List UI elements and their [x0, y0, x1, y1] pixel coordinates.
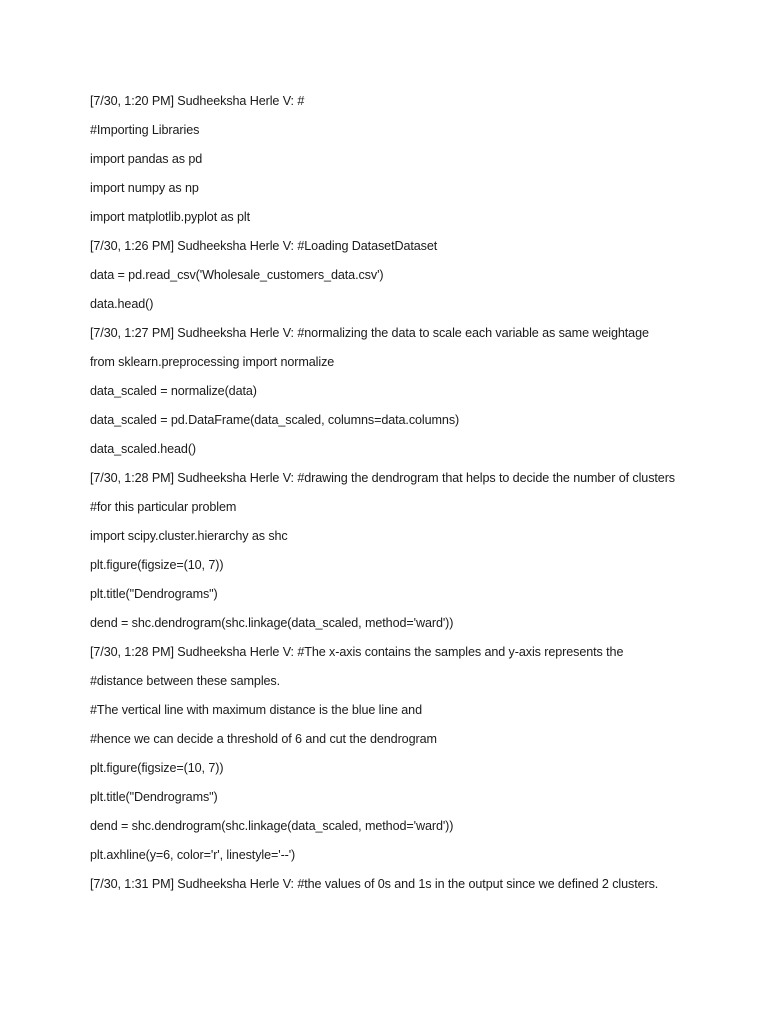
text-line: plt.axhline(y=6, color='r', linestyle='--') [90, 848, 296, 862]
text-line: plt.figure(figsize=(10, 7)) [90, 761, 224, 775]
text-line: #for this particular problem [90, 500, 237, 514]
text-line: plt.title("Dendrograms") [90, 587, 218, 601]
text-line: [7/30, 1:20 PM] Sudheeksha Herle V: # [90, 94, 305, 108]
text-line: import pandas as pd [90, 152, 203, 166]
text-line: import matplotlib.pyplot as plt [90, 210, 250, 224]
text-line: data.head() [90, 297, 154, 311]
text-line: import scipy.cluster.hierarchy as shc [90, 529, 288, 543]
text-line: [7/30, 1:31 PM] Sudheeksha Herle V: #the values of 0s and 1s in the output since we defined 2 clusters. [90, 877, 659, 891]
text-line: #distance between these samples. [90, 674, 281, 688]
text-line: #hence we can decide a threshold of 6 and cut the dendrogram [90, 732, 437, 746]
text-line: [7/30, 1:26 PM] Sudheeksha Herle V: #Loading DatasetDataset [90, 239, 438, 253]
text-line: from sklearn.preprocessing import normalize [90, 355, 335, 369]
text-line: plt.figure(figsize=(10, 7)) [90, 558, 224, 572]
text-line: plt.title("Dendrograms") [90, 790, 218, 804]
text-line: dend = shc.dendrogram(shc.linkage(data_scaled, method='ward')) [90, 819, 454, 833]
text-line: import numpy as np [90, 181, 199, 195]
text-line: [7/30, 1:27 PM] Sudheeksha Herle V: #normalizing the data to scale each variable as same weightage [90, 326, 649, 340]
text-line: #Importing Libraries [90, 123, 200, 137]
text-line: #The vertical line with maximum distance is the blue line and [90, 703, 422, 717]
text-line: data = pd.read_csv('Wholesale_customers_data.csv') [90, 268, 384, 282]
text-line: data_scaled.head() [90, 442, 197, 456]
document-body [90, 92, 690, 904]
text-line: data_scaled = pd.DataFrame(data_scaled, columns=data.columns) [90, 413, 460, 427]
text-line: [7/30, 1:28 PM] Sudheeksha Herle V: #drawing the dendrogram that helps to decide the number of clusters [90, 471, 675, 485]
text-line: data_scaled = normalize(data) [90, 384, 257, 398]
text-line: dend = shc.dendrogram(shc.linkage(data_scaled, method='ward')) [90, 616, 454, 630]
text-line: [7/30, 1:28 PM] Sudheeksha Herle V: #The x-axis contains the samples and y-axis represents the [90, 645, 624, 659]
